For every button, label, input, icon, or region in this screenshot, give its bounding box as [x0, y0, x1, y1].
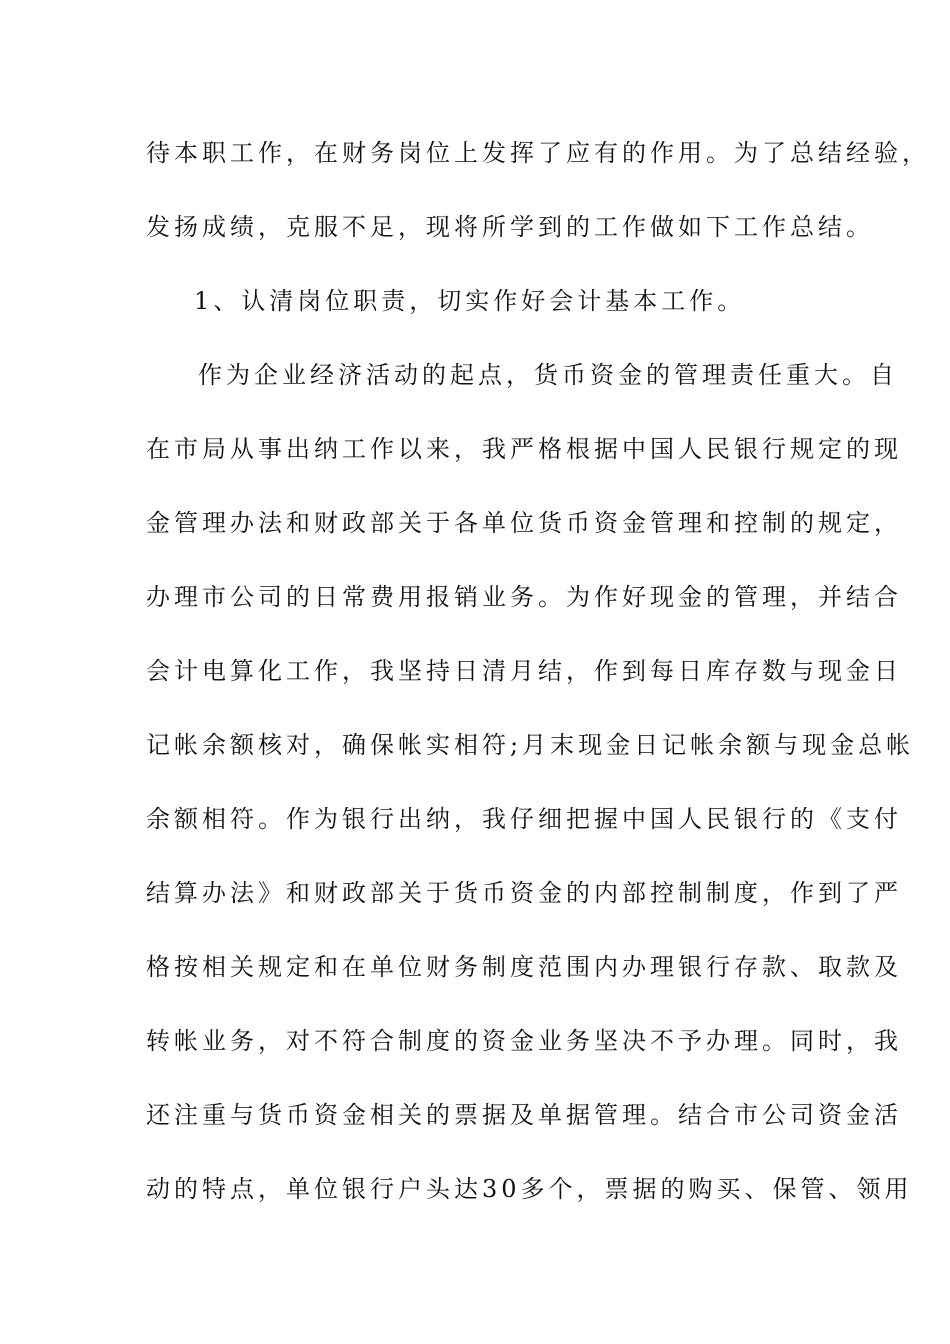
- section-heading: 1、认清岗位职责，切实作好会计基本工作。: [194, 287, 746, 315]
- text-line-13: 转帐业务，对不符合制度的资金业务坚决不予办理。同时，我: [146, 1027, 902, 1055]
- text-line-14: 还注重与货币资金相关的票据及单据管理。结合市公司资金活: [146, 1101, 902, 1129]
- text-line-7: 办理市公司的日常费用报销业务。为作好现金的管理，并结合: [146, 583, 902, 611]
- text-line-9: 记帐余额核对，确保帐实相符;月末现金日记帐余额与现金总帐: [146, 731, 915, 759]
- text-line-15: 动的特点，单位银行户头达30多个，票据的购买、保管、领用: [146, 1175, 913, 1203]
- text-line-2: 发扬成绩，克服不足，现将所学到的工作做如下工作总结。: [146, 213, 874, 241]
- text-line-6: 金管理办法和财政部关于各单位货币资金管理和控制的规定，: [146, 509, 902, 537]
- text-line-12: 格按相关规定和在单位财务制度范围内办理银行存款、取款及: [146, 953, 902, 981]
- text-line-5: 在市局从事出纳工作以来，我严格根据中国人民银行规定的现: [146, 435, 902, 463]
- text-line-1: 待本职工作，在财务岗位上发挥了应有的作用。为了总结经验，: [146, 139, 930, 167]
- text-line-10: 余额相符。作为银行出纳，我仔细把握中国人民银行的《支付: [146, 805, 902, 833]
- paragraph-start-line: 作为企业经济活动的起点，货币资金的管理责任重大。自: [198, 361, 898, 389]
- text-line-11: 结算办法》和财政部关于货币资金的内部控制制度，作到了严: [146, 879, 902, 907]
- text-line-8: 会计电算化工作，我坚持日清月结，作到每日库存数与现金日: [146, 657, 902, 685]
